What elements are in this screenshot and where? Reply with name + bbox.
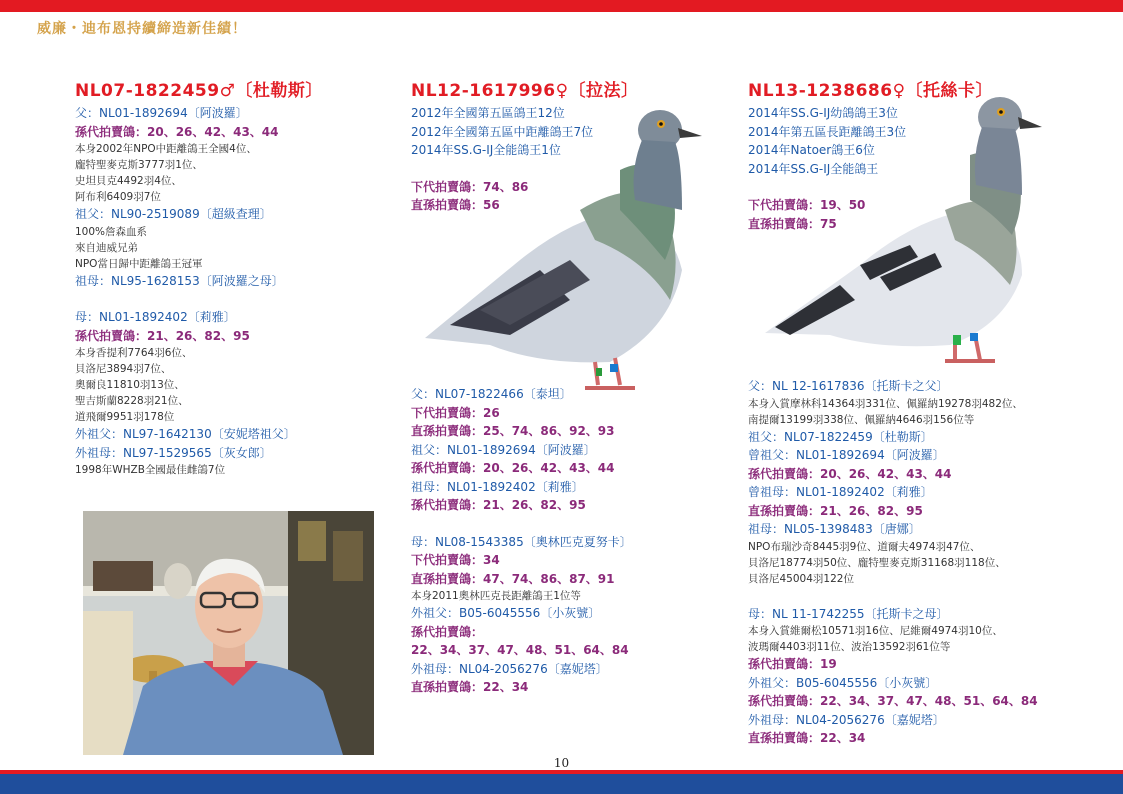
pedigree-line: 奧爾良11810羽13位、 <box>75 379 185 391</box>
pedigree-line: 直孫拍賣鴿：21、26、82、95 <box>748 503 923 518</box>
pedigree-line: 下代拍賣鴿：19、50 <box>748 198 866 212</box>
pedigree-line: 孫代拍賣鴿：21、26、82、95 <box>411 498 586 512</box>
pedigree-line: 直孫拍賣鴿：25、74、86、92、93 <box>411 424 615 438</box>
pedigree-line: 孫代拍賣鴿：20、26、42、43、44 <box>748 466 952 481</box>
pedigree-line: 直孫拍賣鴿：75 <box>748 216 837 231</box>
pedigree-line: NPO布瑞沙奇8445羽9位、道爾夫4974羽47位、 <box>748 540 981 553</box>
pedigree-line: 孫代拍賣鴿： <box>411 624 484 639</box>
pedigree-line: 外祖父：NL97-1642130〔安妮塔祖父〕 <box>75 427 296 441</box>
pedigree-line: 曾祖母：NL01-1892402〔莉雅〕 <box>748 485 933 499</box>
pigeon-title-3: NL13-1238686♀〔托絲卡〕 <box>748 81 994 101</box>
bottom-blue-bar <box>0 774 1123 794</box>
pedigree-line: 孫代拍賣鴿：20、26、42、43、44 <box>411 461 615 475</box>
pedigree-line: 直孫拍賣鴿：22、34 <box>411 680 529 694</box>
pedigree-line: 本身2011奧林匹克長距離鴿王1位等 <box>411 590 581 602</box>
pedigree-line: 2014年Natoer鴿王6位 <box>748 143 875 157</box>
pedigree-line: 祖父：NL90-2519089〔超級查理〕 <box>75 207 272 221</box>
pedigree-line: 龐特聖麥克斯3777羽1位、 <box>75 159 203 171</box>
pedigree-line: 祖父：NL01-1892694〔阿波羅〕 <box>411 442 596 457</box>
pedigree-line: 2014年SS.G-IJ全能鴿王 <box>748 161 879 176</box>
pedigree-line: 本身入賞摩林科14364羽331位、佩羅納19278羽482位、 <box>748 397 1023 410</box>
pedigree-line: 孫代拍賣鴿：20、26、42、43、44 <box>75 124 279 139</box>
pedigree-line: 祖父：NL07-1822459〔杜勒斯〕 <box>748 429 933 444</box>
pedigree-line: 外祖母：NL04-2056276〔嘉妮塔〕 <box>411 661 608 676</box>
pedigree-line: 波瑪爾4403羽11位、波治13592羽61位等 <box>748 641 951 653</box>
breeder-photo <box>83 511 374 755</box>
pedigree-line: 道飛爾9951羽178位 <box>75 411 175 423</box>
pedigree-line: 貝洛尼3894羽7位、 <box>75 363 172 375</box>
pedigree-line: 祖母：NL95-1628153〔阿波羅之母〕 <box>75 273 284 288</box>
column-3-pedigree <box>748 377 1088 748</box>
pedigree-line: 母：NL 11-1742255〔托斯卡之母〕 <box>748 606 949 621</box>
pedigree-line: 貝洛尼18774羽50位、龐特聖麥克斯31168羽118位、 <box>748 556 1006 569</box>
pedigree-line: 父：NL 12-1617836〔托斯卡之父〕 <box>748 379 949 393</box>
pedigree-line: 下代拍賣鴿：34 <box>411 553 500 567</box>
pedigree-line: 直孫拍賣鴿：22、34 <box>748 731 866 745</box>
pedigree-line: 2012年全國第五區鴿王12位 <box>411 106 565 120</box>
pedigree-line: 孫代拍賣鴿：21、26、82、95 <box>75 328 250 343</box>
pedigree-line: 祖母：NL05-1398483〔唐娜〕 <box>748 522 921 536</box>
pigeon-image-rafa <box>420 100 710 399</box>
pedigree-line: 直孫拍賣鴿：56 <box>411 198 500 212</box>
column-1 <box>75 76 385 478</box>
pedigree-line: 外祖母：NL04-2056276〔嘉妮塔〕 <box>748 712 945 727</box>
pedigree-list-1 <box>75 104 385 478</box>
pigeon-title-1: NL07-1822459♂〔杜勒斯〕 <box>75 81 323 101</box>
pedigree-line: 來自迪威兄弟 <box>75 241 138 254</box>
page-number: 10 <box>553 756 570 770</box>
pedigree-list-3 <box>748 377 1088 748</box>
pedigree-line: 下代拍賣鴿：26 <box>411 405 500 420</box>
pedigree-line: 22、34、37、47、48、51、64、84 <box>411 643 629 657</box>
pedigree-line: 父：NL01-1892694〔阿波羅〕 <box>75 106 248 120</box>
page-header-title: 威廉・迪布恩持續締造新佳績！ <box>37 21 247 37</box>
pedigree-line: 外祖父：B05-6045556〔小灰號〕 <box>748 675 938 690</box>
pedigree-line: 貝洛尼45004羽122位 <box>748 572 854 585</box>
pedigree-line: 2014年SS.G-IJ幼鴿鴿王3位 <box>748 106 898 120</box>
pedigree-line: 外祖母：NL97-1529565〔灰女郎〕 <box>75 445 272 460</box>
pedigree-line: 本身2002年NPO中距離鴿王全國4位、 <box>75 143 257 155</box>
pedigree-line: 100%詹森血系 <box>75 225 148 238</box>
pedigree-line: 阿布利6409羽7位 <box>75 191 161 203</box>
pedigree-line: 直孫拍賣鴿：47、74、86、87、91 <box>411 571 615 586</box>
top-red-bar <box>0 0 1123 12</box>
pigeon-image-toska <box>760 95 1050 379</box>
pedigree-line: 本身香提利7764羽6位、 <box>75 347 193 359</box>
pedigree-line: 2014年SS.G-IJ全能鴿王1位 <box>411 143 561 157</box>
pedigree-line: 本身入賞維爾松10571羽16位、尼維爾4974羽10位、 <box>748 625 1003 637</box>
pedigree-line: 母：NL08-1543385〔奧林匹克夏努卡〕 <box>411 534 632 549</box>
pedigree-line: 母：NL01-1892402〔莉雅〕 <box>75 310 236 324</box>
spacer <box>748 587 1088 605</box>
pigeon-title-2: NL12-1617996♀〔拉法〕 <box>411 81 639 101</box>
pedigree-line: 孫代拍賣鴿：22、34、37、47、48、51、64、84 <box>748 694 1038 708</box>
pedigree-line: 孫代拍賣鴿：19 <box>748 657 837 671</box>
spacer <box>411 515 721 533</box>
pedigree-line: 父：NL07-1822466〔泰坦〕 <box>411 387 572 401</box>
pedigree-line: 南提爾13199羽338位、佩羅納4646羽156位等 <box>748 413 975 426</box>
pedigree-line: 祖母：NL01-1892402〔莉雅〕 <box>411 479 584 494</box>
pedigree-line: 2012年全國第五區中距離鴿王7位 <box>411 124 594 139</box>
pedigree-line: 外祖父：B05-6045556〔小灰號〕 <box>411 606 601 620</box>
column-2-pedigree <box>411 385 721 697</box>
pedigree-line: 1998年WHZB全國最佳雌鴿7位 <box>75 464 226 476</box>
pedigree-line: 曾祖父：NL01-1892694〔阿波羅〕 <box>748 448 945 462</box>
pedigree-list-2 <box>411 385 721 697</box>
pedigree-line: 聖吉斯蘭8228羽21位、 <box>75 395 189 407</box>
pedigree-line: NPO當日歸中距離鴿王冠軍 <box>75 257 203 270</box>
pedigree-line: 下代拍賣鴿：74、86 <box>411 179 529 194</box>
pedigree-line: 2014年第五區長距離鴿王3位 <box>748 124 907 139</box>
spacer <box>75 290 385 308</box>
pedigree-line: 史坦貝克4492羽4位、 <box>75 175 182 187</box>
